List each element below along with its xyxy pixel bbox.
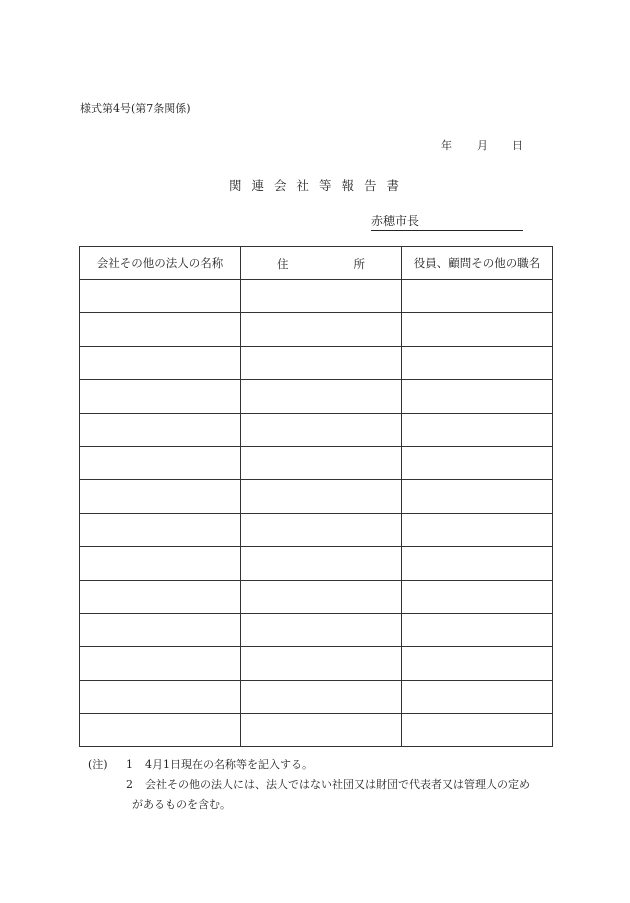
col-address-header (241, 247, 402, 280)
table-row (80, 647, 553, 680)
related-companies-table (79, 246, 553, 747)
company-name-cell[interactable] (80, 513, 241, 546)
position-cell[interactable] (402, 714, 553, 747)
address-cell[interactable] (241, 446, 402, 479)
table-row (80, 280, 553, 313)
col-company-name-header: 会社その他の法人の名称 (80, 247, 241, 280)
position-cell[interactable] (402, 647, 553, 680)
col-address-header-right: 所 (353, 257, 365, 271)
date-day-label: 日 (512, 139, 523, 152)
address-cell[interactable] (241, 313, 402, 346)
date-year-label: 年 (441, 139, 452, 152)
position-cell[interactable] (402, 580, 553, 613)
addressee: 赤穂市長 (371, 212, 523, 231)
position-cell[interactable] (402, 513, 553, 546)
company-name-cell[interactable] (80, 580, 241, 613)
position-cell[interactable] (402, 346, 553, 379)
position-cell[interactable] (402, 380, 553, 413)
table-row (80, 513, 553, 546)
position-cell[interactable] (402, 547, 553, 580)
position-cell[interactable] (402, 413, 553, 446)
table-row (80, 346, 553, 379)
address-cell[interactable] (241, 613, 402, 646)
address-cell[interactable] (241, 547, 402, 580)
address-cell[interactable] (241, 714, 402, 747)
address-cell[interactable] (241, 480, 402, 513)
company-name-cell[interactable] (80, 313, 241, 346)
table-row (80, 313, 553, 346)
table-row (80, 613, 553, 646)
table-row (80, 480, 553, 513)
table-row (80, 580, 553, 613)
table-body (80, 280, 553, 747)
position-cell[interactable] (402, 280, 553, 313)
company-name-cell[interactable] (80, 647, 241, 680)
col-address-header-left: 住 (277, 257, 289, 271)
position-cell[interactable] (402, 480, 553, 513)
address-cell[interactable] (241, 346, 402, 379)
table-row (80, 413, 553, 446)
title-char: 連 (251, 178, 266, 193)
company-name-cell[interactable] (80, 480, 241, 513)
company-name-cell[interactable] (80, 547, 241, 580)
table-row (80, 547, 553, 580)
note-text: 会社その他の法人には、法人ではない社団又は財団で代表者又は管理人の定め (145, 778, 530, 791)
position-cell[interactable] (402, 613, 553, 646)
table-header-row (80, 247, 553, 280)
table-row (80, 446, 553, 479)
table-row (80, 380, 553, 413)
title-char: 関 (228, 178, 244, 193)
company-name-cell[interactable] (80, 714, 241, 747)
position-cell[interactable] (402, 446, 553, 479)
address-cell[interactable] (241, 513, 402, 546)
form-number: 様式第4号(第7条関係) (80, 102, 191, 115)
company-name-cell[interactable] (80, 446, 241, 479)
address-cell[interactable] (241, 380, 402, 413)
title-char: 書 (386, 178, 402, 193)
document-title (0, 176, 630, 194)
company-name-cell[interactable] (80, 680, 241, 713)
note-number: 1 (126, 758, 133, 771)
position-cell[interactable] (402, 680, 553, 713)
table-row (80, 680, 553, 713)
date-month-label: 月 (477, 139, 488, 152)
note-number: 2 (126, 778, 133, 791)
title-char: 報 (341, 178, 357, 193)
address-cell[interactable] (241, 413, 402, 446)
company-name-cell[interactable] (80, 413, 241, 446)
address-cell[interactable] (241, 580, 402, 613)
title-char: 会 (273, 178, 289, 193)
title-char: 等 (319, 178, 334, 193)
col-position-header: 役員、顧問その他の職名 (402, 247, 553, 280)
title-char: 告 (364, 178, 379, 193)
note-continuation-text: があるものを含む。 (132, 798, 231, 811)
address-cell[interactable] (241, 647, 402, 680)
company-name-cell[interactable] (80, 280, 241, 313)
address-cell[interactable] (241, 680, 402, 713)
title-char: 社 (296, 178, 311, 193)
note-text: 4月1日現在の名称等を記入する。 (145, 758, 313, 771)
company-name-cell[interactable] (80, 346, 241, 379)
notes-label: (注) (88, 758, 108, 771)
company-name-cell[interactable] (80, 380, 241, 413)
position-cell[interactable] (402, 313, 553, 346)
address-cell[interactable] (241, 280, 402, 313)
company-name-cell[interactable] (80, 613, 241, 646)
table-row (80, 714, 553, 747)
